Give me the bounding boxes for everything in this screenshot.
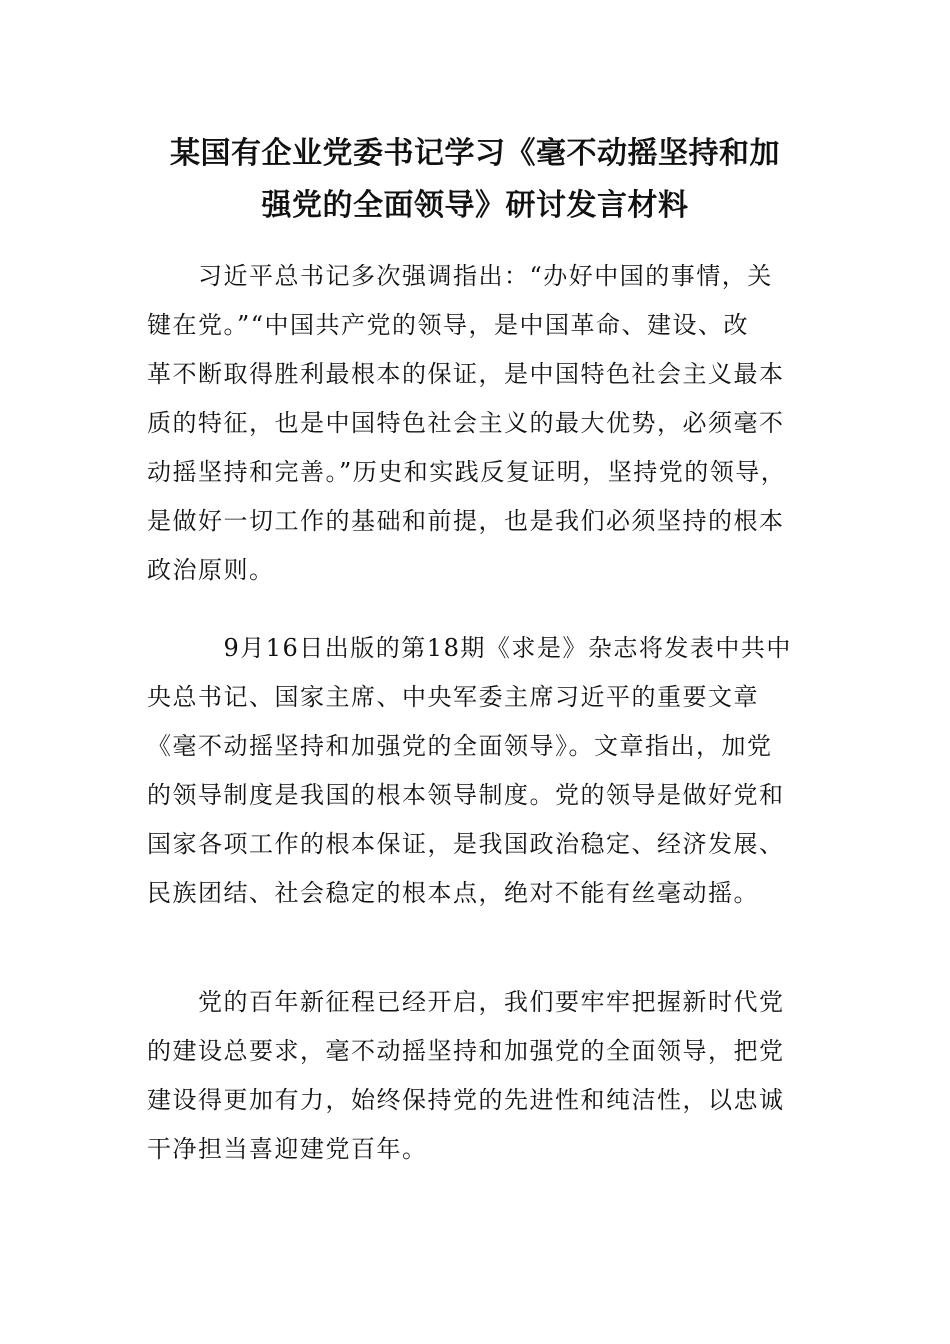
paragraph-line: 的领导制度是我国的根本领导制度。党的领导是做好党和 [147,781,785,809]
paragraph-line: 央总书记、国家主席、中央军委主席习近平的重要文章 [147,683,759,711]
paragraph-line: 动摇坚持和完善。”历史和实践反复证明，坚持党的领导， [147,458,787,486]
paragraph-line: 干净担当喜迎建党百年。 [147,1135,428,1163]
paragraph-1 [147,252,797,595]
paragraph-line: 革不断取得胜利最根本的保证，是中国特色社会主义最本 [147,360,785,388]
paragraph-line: 民族团结、社会稳定的根本点，绝对不能有丝毫动摇。 [147,879,759,907]
paragraph-line: 政治原则。 [147,556,275,584]
document-title [140,128,810,232]
paragraph-line: 建设得更加有力，始终保持党的先进性和纯洁性，以忠诚 [147,1086,785,1114]
paragraph-3 [147,978,797,1174]
paragraph-line: 国家各项工作的根本保证，是我国政治稳定、经济发展、 [147,830,785,858]
paragraph-line: 《毫不动摇坚持和加强党的全面领导》。文章指出，加党 [147,732,773,760]
paragraph-line: 的建设总要求，毫不动摇坚持和加强党的全面领导，把党 [147,1037,785,1065]
paragraph-line: 党的百年新征程已经开启，我们要牢牢把握新时代党 [147,988,785,1016]
paragraph-2 [147,624,797,918]
title-line-1: 某国有企业党委书记学习《毫不动摇坚持和加 [170,136,780,171]
paragraph-line: 习近平总书记多次强调指出：“办好中国的事情，关 [147,262,773,290]
paragraph-line: 质的特征，也是中国特色社会主义的最大优势，必须毫不 [147,409,785,437]
paragraph-line: 键在党。”“中国共产党的领导，是中国革命、建设、改 [147,311,750,339]
paragraph-line: 9月16日出版的第18期《求是》杂志将发表中共中 [147,634,792,662]
title-line-2: 强党的全面领导》研讨发言材料 [261,188,689,223]
paragraph-line: 是做好一切工作的基础和前提，也是我们必须坚持的根本 [147,507,785,535]
